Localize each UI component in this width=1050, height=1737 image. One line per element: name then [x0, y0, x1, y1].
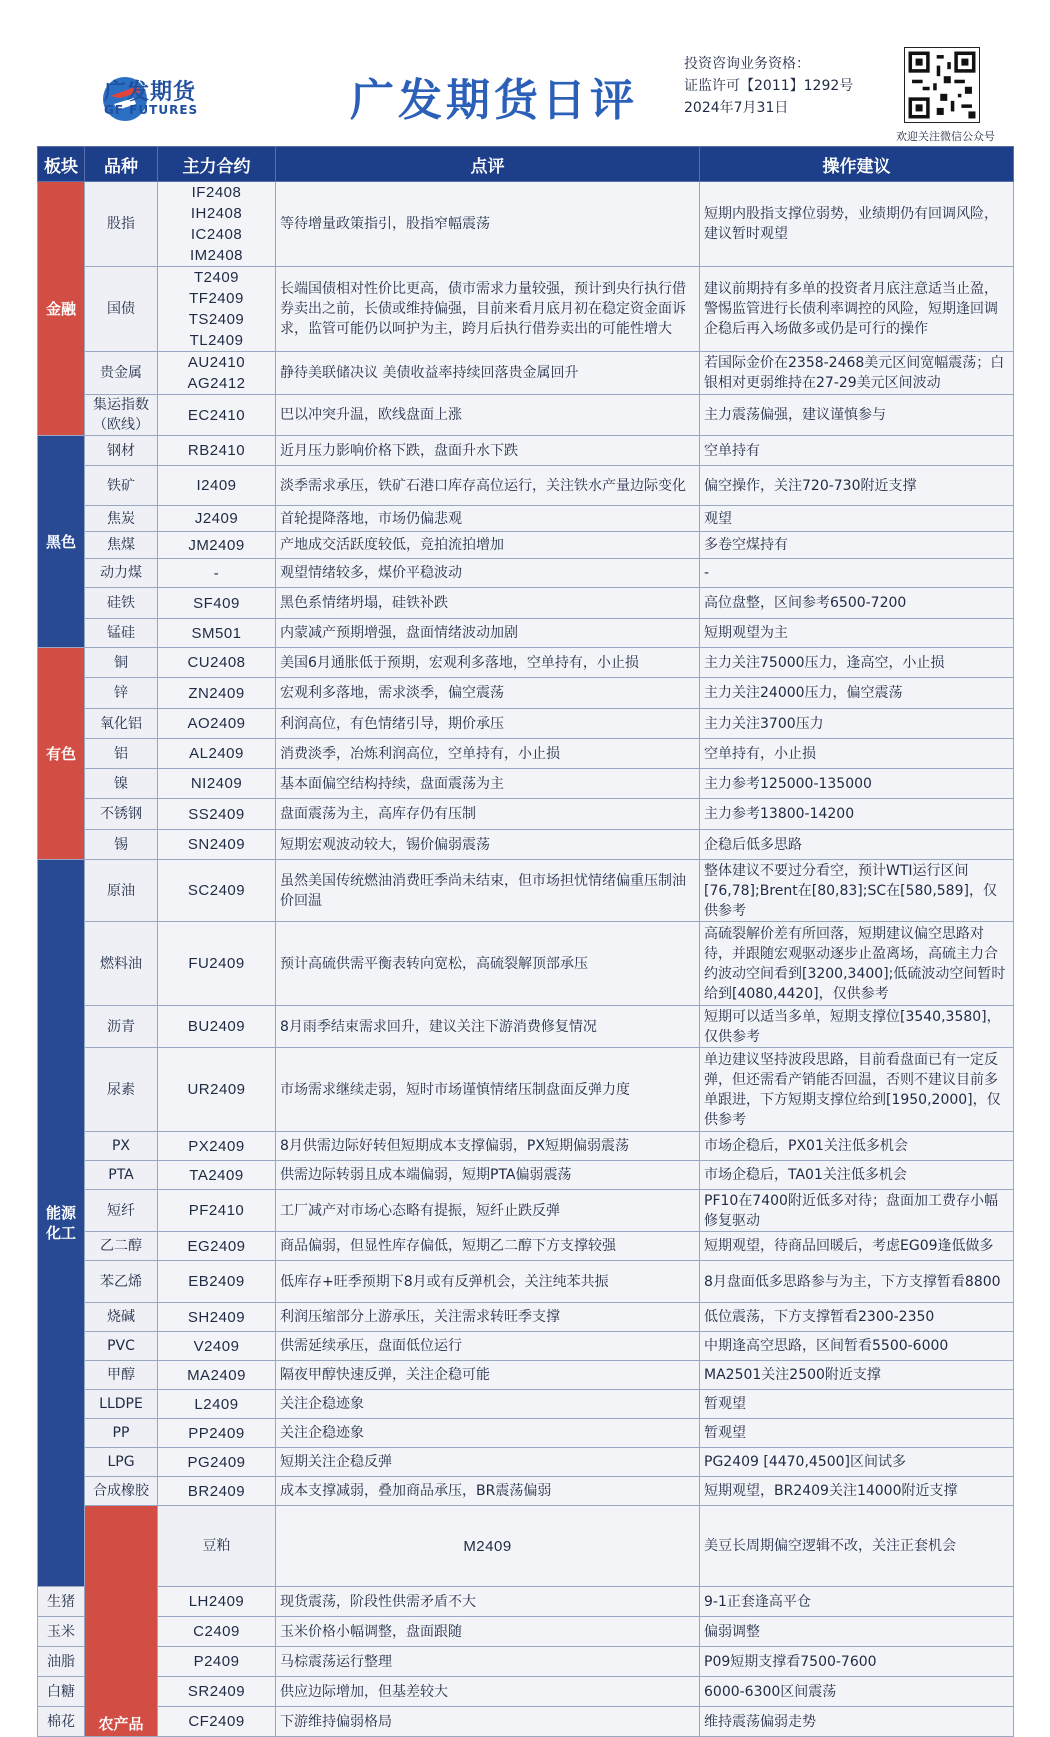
table-row — [38, 1232, 1014, 1261]
table-row — [38, 1390, 1014, 1419]
advice-cell: 主力关注3700压力 — [700, 709, 1014, 739]
advice-cell: 多卷空煤持有 — [700, 532, 1014, 559]
table-row — [38, 799, 1014, 830]
table-row — [38, 1332, 1014, 1361]
contract-cell: M2409 — [276, 1506, 700, 1587]
comment-cell: 淡季需求承压，铁矿石港口库存高位运行，关注铁水产量边际变化 — [276, 466, 700, 506]
comment-cell: 基本面偏空结构持续，盘面震荡为主 — [276, 769, 700, 799]
contract-cell — [158, 182, 276, 267]
advice-cell: 6000-6300区间震荡 — [700, 1677, 1014, 1707]
advice-cell: 偏弱调整 — [700, 1617, 1014, 1647]
variety-cell: 乙二醇 — [85, 1232, 158, 1261]
comment-cell: 市场需求继续走弱，短时市场谨慎情绪压制盘面反弹力度 — [276, 1048, 700, 1132]
advice-cell: 单边建议坚持波段思路，目前看盘面已有一定反弹，但还需看产销能否回温，否则不建议目前多单跟进，下方短期支撑位给到[1950,2000]，仅供参考 — [700, 1048, 1014, 1132]
comment-cell: 8月雨季结束需求回升，建议关注下游消费修复情况 — [276, 1006, 700, 1048]
advice-cell: 建议前期持有多单的投资者月底注意适当止盈，警惕监管进行长债利率调控的风险，短期逢回调企稳后再入场做多或仍是可行的操作 — [700, 267, 1014, 352]
table-row — [38, 678, 1014, 709]
qr-code-icon — [904, 47, 980, 123]
contract-cell — [158, 352, 276, 395]
table-row — [38, 395, 1014, 436]
table-row — [38, 860, 1014, 922]
variety-cell: PTA — [85, 1161, 158, 1190]
advice-cell: 暂观望 — [700, 1419, 1014, 1448]
contract-code: IC2408 — [190, 226, 243, 243]
variety-cell: 集运指数（欧线） — [85, 395, 158, 436]
advice-cell: 维持震荡偏弱走势 — [700, 1707, 1014, 1737]
section-label-finance: 金融 — [38, 182, 85, 436]
advice-cell: P09短期支撑看7500-7600 — [700, 1647, 1014, 1677]
variety-cell: 贵金属 — [85, 352, 158, 395]
contract-cell: AO2409 — [158, 709, 276, 739]
logo-text-cn: 广发期货 — [104, 80, 197, 105]
table-row — [38, 1132, 1014, 1161]
contract-cell: PP2409 — [158, 1419, 276, 1448]
table-row — [38, 532, 1014, 559]
contract-code: AU2410 — [187, 354, 246, 371]
comment-cell: 黑色系情绪坍塌，硅铁补跌 — [276, 588, 700, 619]
variety-cell: 铁矿 — [85, 466, 158, 506]
table-row — [38, 739, 1014, 769]
contract-cell: NI2409 — [158, 769, 276, 799]
comment-cell: 虽然美国传统燃油消费旺季尚未结束，但市场担忧情绪偏重压制油价回温 — [276, 860, 700, 922]
comment-cell: 静待美联储决议 美债收益率持续回落贵金属回升 — [276, 352, 700, 395]
variety-cell: LPG — [85, 1448, 158, 1477]
contract-cell: MA2409 — [158, 1361, 276, 1390]
contract-code: IM2408 — [189, 247, 244, 264]
contract-code: IF2408 — [191, 184, 242, 201]
comment-cell: 商品偏弱，但显性库存偏低，短期乙二醇下方支撑较强 — [276, 1232, 700, 1261]
table-row — [38, 1477, 1014, 1506]
table-row — [38, 709, 1014, 739]
section-label-ferrous: 黑色 — [38, 436, 85, 648]
advice-cell: 高位盘整，区间参考6500-7200 — [700, 588, 1014, 619]
table-header-row — [38, 147, 1014, 182]
variety-cell: 动力煤 — [85, 559, 158, 588]
comment-cell: 利润压缩部分上游承压，关注需求转旺季支撑 — [276, 1303, 700, 1332]
variety-cell: 烧碱 — [85, 1303, 158, 1332]
comment-cell: 玉米价格小幅调整，盘面跟随 — [276, 1617, 700, 1647]
comment-cell: 产地成交活跃度较低，竞拍流拍增加 — [276, 532, 700, 559]
contract-cell: SR2409 — [158, 1677, 276, 1707]
contract-cell: V2409 — [158, 1332, 276, 1361]
column-header-sector: 板块 — [38, 147, 85, 182]
advice-cell: - — [700, 559, 1014, 588]
advice-cell: 市场企稳后，PX01关注低多机会 — [700, 1132, 1014, 1161]
contract-cell: CF2409 — [158, 1707, 276, 1737]
qr-caption: 欢迎关注微信公众号 — [896, 130, 995, 143]
table-row — [38, 1261, 1014, 1303]
contract-cell: BU2409 — [158, 1006, 276, 1048]
variety-cell: 硅铁 — [85, 588, 158, 619]
variety-cell: 玉米 — [38, 1617, 85, 1647]
table-row — [38, 352, 1014, 395]
variety-cell: PX — [85, 1132, 158, 1161]
section-label-energy: 能源化工 — [38, 860, 85, 1587]
comment-cell: 盘面震荡为主，高库存仍有压制 — [276, 799, 700, 830]
comment-cell: 关注企稳迹象 — [276, 1419, 700, 1448]
contract-code: IH2408 — [190, 205, 243, 222]
contract-cell: J2409 — [158, 506, 276, 532]
table-row — [38, 436, 1014, 466]
table-row — [38, 588, 1014, 619]
variety-cell: 棉花 — [38, 1707, 85, 1737]
table-row — [38, 506, 1014, 532]
advice-cell: 市场企稳后，TA01关注低多机会 — [700, 1161, 1014, 1190]
section-label-agri: 农产品 — [85, 1506, 158, 1737]
variety-cell: 生猪 — [38, 1587, 85, 1617]
advice-cell: 主力关注24000压力，偏空震荡 — [700, 678, 1014, 709]
comment-cell: 巴以冲突升温，欧线盘面上涨 — [276, 395, 700, 436]
variety-cell: 燃料油 — [85, 922, 158, 1006]
advice-cell: 9-1正套逢高平仓 — [700, 1587, 1014, 1617]
table-row — [38, 1677, 1014, 1707]
variety-cell: 原油 — [85, 860, 158, 922]
contract-cell: I2409 — [158, 466, 276, 506]
advice-cell: 高硫裂解价差有所回落，短期建议偏空思路对待，并跟随宏观驱动逐步止盈离场，高硫主力合约波动空间看到[3200,3400];低硫波动空间暂时给到[4080,4420]，仅供参考 — [700, 922, 1014, 1006]
contract-cell: BR2409 — [158, 1477, 276, 1506]
comment-cell: 预计高硫供需平衡表转向宽松，高硫裂解顶部承压 — [276, 922, 700, 1006]
comment-cell: 供应边际增加，但基差较大 — [276, 1677, 700, 1707]
variety-cell: LLDPE — [85, 1390, 158, 1419]
variety-cell: 锌 — [85, 678, 158, 709]
comment-cell: 成本支撑减弱，叠加商品承压，BR震荡偏弱 — [276, 1477, 700, 1506]
contract-cell: SM501 — [158, 619, 276, 648]
advice-cell: 短期观望，待商品回暖后，考虑EG09逢低做多 — [700, 1232, 1014, 1261]
futures-commentary-table — [37, 146, 1014, 1737]
advice-cell: 短期观望为主 — [700, 619, 1014, 648]
contract-code: AG2412 — [187, 375, 246, 392]
variety-cell: 豆粕 — [158, 1506, 276, 1587]
contract-cell: SH2409 — [158, 1303, 276, 1332]
table-row — [38, 1506, 1014, 1587]
table-row — [38, 1303, 1014, 1332]
comment-cell: 观望情绪较多，煤价平稳波动 — [276, 559, 700, 588]
contract-cell: EB2409 — [158, 1261, 276, 1303]
table-row — [38, 1361, 1014, 1390]
variety-cell: 锡 — [85, 830, 158, 860]
advice-cell: PG2409 [4470,4500]区间试多 — [700, 1448, 1014, 1477]
table-row — [38, 267, 1014, 352]
variety-cell: PP — [85, 1419, 158, 1448]
comment-cell: 美豆长周期偏空逻辑不改，关注正套机会 — [700, 1506, 1014, 1587]
table-row — [38, 1647, 1014, 1677]
comment-cell: 隔夜甲醇快速反弹，关注企稳可能 — [276, 1361, 700, 1390]
table-row — [38, 466, 1014, 506]
contract-cell: CU2408 — [158, 648, 276, 678]
advice-cell: 主力参考13800-14200 — [700, 799, 1014, 830]
comment-cell: 关注企稳迹象 — [276, 1390, 700, 1419]
comment-cell: 内蒙减产预期增强，盘面情绪波动加剧 — [276, 619, 700, 648]
comment-cell: 下游维持偏弱格局 — [276, 1707, 700, 1737]
advice-cell: 低位震荡，下方支撑暂看2300-2350 — [700, 1303, 1014, 1332]
variety-cell: 苯乙烯 — [85, 1261, 158, 1303]
column-header-contract: 主力合约 — [158, 147, 276, 182]
contract-cell: EC2410 — [158, 395, 276, 436]
contract-cell: UR2409 — [158, 1048, 276, 1132]
comment-cell: 供需边际转弱且成本端偏弱，短期PTA偏弱震荡 — [276, 1161, 700, 1190]
contract-cell — [158, 267, 276, 352]
advice-cell: 若国际金价在2358-2468美元区间宽幅震荡；白银相对更弱维持在27-29美元区间波动 — [700, 352, 1014, 395]
comment-cell: 8月供需边际好转但短期成本支撑偏弱，PX短期偏弱震荡 — [276, 1132, 700, 1161]
table-row — [38, 619, 1014, 648]
advice-cell: 主力震荡偏强，建议谨慎参与 — [700, 395, 1014, 436]
variety-cell: 镍 — [85, 769, 158, 799]
comment-cell: 短期宏观波动较大，锡价偏弱震荡 — [276, 830, 700, 860]
variety-cell: 沥青 — [85, 1006, 158, 1048]
advice-cell: 空单持有，小止损 — [700, 739, 1014, 769]
variety-cell: 合成橡胶 — [85, 1477, 158, 1506]
variety-cell: PVC — [85, 1332, 158, 1361]
contract-cell: EG2409 — [158, 1232, 276, 1261]
comment-cell: 首轮提降落地，市场仍偏悲观 — [276, 506, 700, 532]
advice-cell: 短期可以适当多单，短期支撑位[3540,3580]，仅供参考 — [700, 1006, 1014, 1048]
variety-cell: 股指 — [85, 182, 158, 267]
comment-cell: 等待增量政策指引，股指窄幅震荡 — [276, 182, 700, 267]
advice-cell: 整体建议不要过分看空，预计WTI运行区间[76,78];Brent在[80,83];SC在[580,589]，仅供参考 — [700, 860, 1014, 922]
report-date: 2024年7月31日 — [684, 100, 789, 116]
contract-cell: RB2410 — [158, 436, 276, 466]
variety-cell: 铝 — [85, 739, 158, 769]
table-row — [38, 1448, 1014, 1477]
contract-code: TS2409 — [188, 311, 245, 328]
contract-cell: L2409 — [158, 1390, 276, 1419]
table-row — [38, 769, 1014, 799]
table-row — [38, 1707, 1014, 1737]
contract-cell: FU2409 — [158, 922, 276, 1006]
table-row — [38, 922, 1014, 1006]
comment-cell: 供需延续承压，盘面低位运行 — [276, 1332, 700, 1361]
comment-cell: 低库存+旺季预期下8月或有反弹机会，关注纯苯共振 — [276, 1261, 700, 1303]
table-row — [38, 1161, 1014, 1190]
report-header — [0, 0, 1050, 146]
column-header-variety: 品种 — [85, 147, 158, 182]
table-row — [38, 1617, 1014, 1647]
contract-cell: ZN2409 — [158, 678, 276, 709]
table-row — [38, 830, 1014, 860]
contract-cell: SC2409 — [158, 860, 276, 922]
comment-cell: 近月压力影响价格下跌，盘面升水下跌 — [276, 436, 700, 466]
comment-cell: 宏观利多落地，需求淡季，偏空震荡 — [276, 678, 700, 709]
contract-cell: PF2410 — [158, 1190, 276, 1232]
variety-cell: 国债 — [85, 267, 158, 352]
advice-cell: 观望 — [700, 506, 1014, 532]
section-label-nonferrous: 有色 — [38, 648, 85, 860]
advice-cell: 短期观望，BR2409关注14000附近支撑 — [700, 1477, 1014, 1506]
advice-cell: PF10在7400附近低多对待；盘面加工费存小幅修复驱动 — [700, 1190, 1014, 1232]
comment-cell: 马棕震荡运行整理 — [276, 1647, 700, 1677]
logo-text-en: GF FUTURES — [104, 103, 199, 117]
qualification-line1: 投资咨询业务资格： — [684, 56, 810, 72]
contract-cell: SS2409 — [158, 799, 276, 830]
contract-cell: SF409 — [158, 588, 276, 619]
advice-cell: 偏空操作，关注720-730附近支撑 — [700, 466, 1014, 506]
contract-code: TL2409 — [189, 332, 244, 349]
variety-cell: 尿素 — [85, 1048, 158, 1132]
variety-cell: 铜 — [85, 648, 158, 678]
advice-cell: 企稳后低多思路 — [700, 830, 1014, 860]
advice-cell: 暂观望 — [700, 1390, 1014, 1419]
variety-cell: 甲醇 — [85, 1361, 158, 1390]
qualification-info — [684, 53, 853, 119]
advice-cell: 主力关注75000压力，逢高空，小止损 — [700, 648, 1014, 678]
contract-cell: AL2409 — [158, 739, 276, 769]
contract-cell: JM2409 — [158, 532, 276, 559]
table-row — [38, 648, 1014, 678]
comment-cell: 工厂减产对市场心态略有提振，短纤止跌反弹 — [276, 1190, 700, 1232]
contract-cell: P2409 — [158, 1647, 276, 1677]
qualification-line2: 证监许可【2011】1292号 — [684, 78, 854, 94]
variety-cell: 锰硅 — [85, 619, 158, 648]
table-row — [38, 1048, 1014, 1132]
comment-cell: 短期关注企稳反弹 — [276, 1448, 700, 1477]
comment-cell: 美国6月通胀低于预期，宏观利多落地，空单持有，小止损 — [276, 648, 700, 678]
advice-cell: 中期逢高空思路，区间暂看5500-6000 — [700, 1332, 1014, 1361]
table-row — [38, 1419, 1014, 1448]
table-row — [38, 1587, 1014, 1617]
comment-cell: 消费淡季，冶炼利润高位，空单持有，小止损 — [276, 739, 700, 769]
variety-cell: 短纤 — [85, 1190, 158, 1232]
comment-cell: 利润高位，有色情绪引导，期价承压 — [276, 709, 700, 739]
contract-cell: TA2409 — [158, 1161, 276, 1190]
contract-cell: PG2409 — [158, 1448, 276, 1477]
variety-cell: 不锈钢 — [85, 799, 158, 830]
contract-cell: PX2409 — [158, 1132, 276, 1161]
contract-cell: LH2409 — [158, 1587, 276, 1617]
variety-cell: 油脂 — [38, 1647, 85, 1677]
variety-cell: 钢材 — [85, 436, 158, 466]
variety-cell: 焦煤 — [85, 532, 158, 559]
contract-code: TF2409 — [189, 290, 244, 307]
contract-cell: - — [158, 559, 276, 588]
contract-cell: SN2409 — [158, 830, 276, 860]
table-row — [38, 559, 1014, 588]
report-title: 广发期货日评 — [350, 75, 638, 126]
table-row — [38, 1006, 1014, 1048]
advice-cell: MA2501关注2500附近支撑 — [700, 1361, 1014, 1390]
variety-cell: 氧化铝 — [85, 709, 158, 739]
comment-cell: 现货震荡，阶段性供需矛盾不大 — [276, 1587, 700, 1617]
advice-cell: 短期内股指支撑位弱势，业绩期仍有回调风险，建议暂时观望 — [700, 182, 1014, 267]
variety-cell: 白糖 — [38, 1677, 85, 1707]
table-row — [38, 1190, 1014, 1232]
advice-cell: 8月盘面低多思路参与为主，下方支撑暂看8800 — [700, 1261, 1014, 1303]
table-row — [38, 182, 1014, 267]
column-header-advice: 操作建议 — [700, 147, 1014, 182]
variety-cell: 焦炭 — [85, 506, 158, 532]
advice-cell: 空单持有 — [700, 436, 1014, 466]
column-header-comment: 点评 — [276, 147, 700, 182]
contract-cell: C2409 — [158, 1617, 276, 1647]
comment-cell: 长端国债相对性价比更高，债市需求力量较强，预计到央行执行借券卖出之前，长债或维持偏强，目前来看月底月初在稳定资金面诉求，监管可能仍以呵护为主，跨月后执行借券卖出的可能性增大 — [276, 267, 700, 352]
contract-code: T2409 — [193, 269, 240, 286]
advice-cell: 主力参考125000-135000 — [700, 769, 1014, 799]
